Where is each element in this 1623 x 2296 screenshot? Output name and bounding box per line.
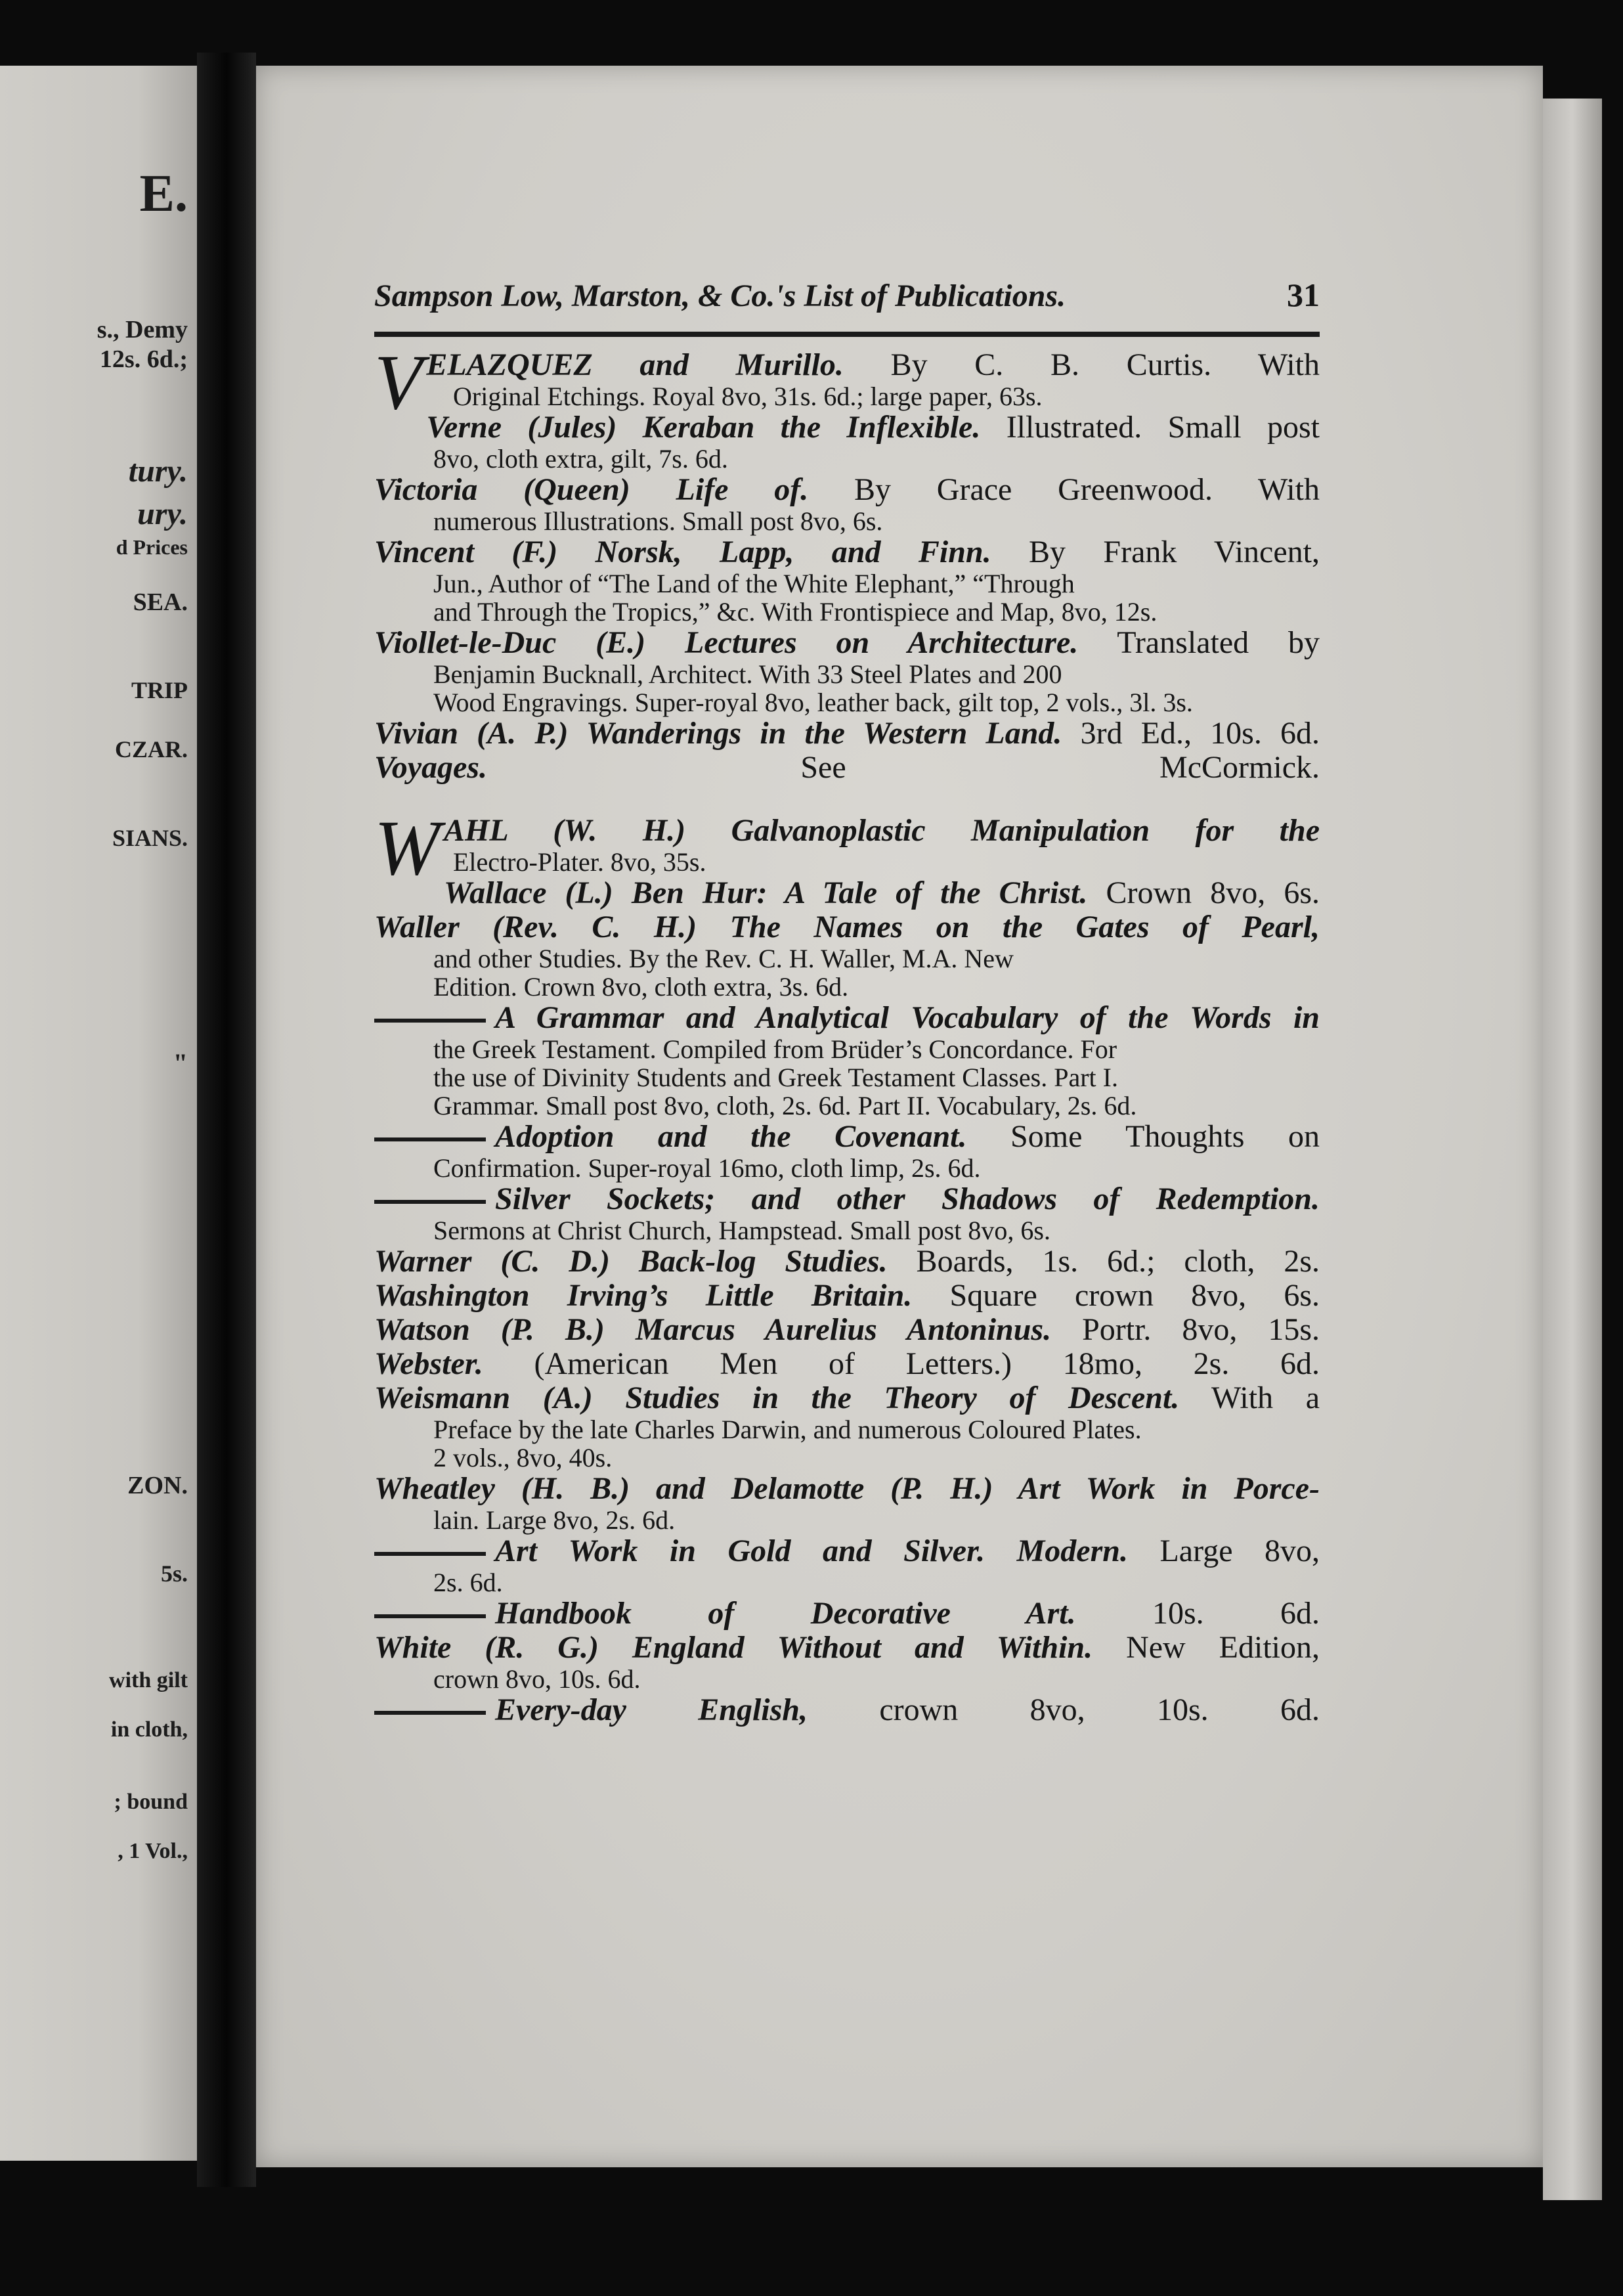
entry-title: Art Work in Gold and Silver. Modern. (495, 1534, 1128, 1568)
entry-heading (374, 626, 1320, 660)
catalog-entry (374, 1182, 1320, 1245)
entry-title: Wallace (L.) Ben Hur: A Tale of the Christ. (443, 875, 1088, 910)
entry-heading (374, 910, 1320, 944)
entry-title: Viollet-le-Duc (E.) Lectures on Architecture. (374, 625, 1079, 660)
ditto-dash (374, 1137, 486, 1141)
entry-continuation: Confirmation. Super-royal 16mo, cloth limp, 2s. 6d. (433, 1153, 981, 1183)
entry-continuation: Electro-Plater. 8vo, 35s. (453, 847, 706, 877)
entry-heading (374, 1313, 1320, 1347)
ditto-dash (374, 1552, 486, 1556)
entry-detail: (American Men of Letters.) 18mo, 2s. 6d. (483, 1346, 1320, 1381)
facing-page-text: ; bound (114, 1790, 188, 1814)
entry-detail: Crown 8vo, 6s. (1087, 875, 1320, 910)
entry-continuation: Wood Engravings. Super-royal 8vo, leather back, gilt top, 2 vols., 3l. 3s. (433, 688, 1193, 717)
entry-continuation: and Through the Tropics,” &c. With Frontispiece and Map, 8vo, 12s. (433, 597, 1158, 627)
entry-heading (374, 717, 1320, 751)
entry-heading (374, 535, 1320, 569)
drop-cap: V (374, 338, 423, 426)
entry-heading (374, 1279, 1320, 1313)
facing-page-text: tury. (128, 454, 188, 489)
entry-title: Handbook of Decorative Art. (495, 1596, 1076, 1631)
entry-detail: By Grace Greenwood. With (808, 472, 1320, 507)
catalog-entry (374, 1597, 1320, 1631)
entry-heading (374, 473, 1320, 507)
entry-heading (374, 410, 1320, 445)
entry-title: Voyages. (374, 750, 487, 785)
catalog-entry (374, 1472, 1320, 1534)
facing-page-text: d Prices (116, 535, 188, 559)
entry-continuation: numerous Illustrations. Small post 8vo, 6s. (433, 506, 883, 536)
page-edge (1543, 99, 1602, 2200)
entry-title: AHL (W. H.) Galvanoplastic Manipulation for the (443, 813, 1320, 848)
catalog-entry (374, 1631, 1320, 1693)
catalog-entry (374, 1534, 1320, 1597)
entry-heading (374, 1120, 1320, 1154)
entry-continuation: lain. Large 8vo, 2s. 6d. (433, 1505, 676, 1535)
catalog-entry (374, 1693, 1320, 1727)
entry-detail: Boards, 1s. 6d.; cloth, 2s. (887, 1244, 1320, 1279)
entry-detail: Illustrated. Small post (980, 410, 1320, 445)
header-rule (374, 332, 1320, 337)
entry-detail: See McCormick. (487, 750, 1320, 785)
entry-heading (374, 1472, 1320, 1506)
entry-heading (374, 348, 1320, 382)
entry-continuation: Sermons at Christ Church, Hampstead. Small post 8vo, 6s. (433, 1216, 1050, 1245)
catalog-entry (374, 1313, 1320, 1347)
entry-title: Adoption and the Covenant. (495, 1119, 967, 1154)
entry-detail: 3rd Ed., 10s. 6d. (1062, 716, 1320, 751)
entry-title: Verne (Jules) Keraban the Inflexible. (426, 410, 981, 445)
entry-heading (374, 1001, 1320, 1035)
entry-heading (374, 1347, 1320, 1381)
entry-detail: By C. B. Curtis. With (843, 347, 1320, 382)
entry-title: Victoria (Queen) Life of. (374, 472, 809, 507)
entry-continuation: the use of Divinity Students and Greek Testament Classes. Part I. (433, 1063, 1118, 1092)
catalog-entry (374, 473, 1320, 535)
facing-page-text: 12s. 6d.; (99, 345, 188, 373)
facing-page-text: in cloth, (110, 1717, 188, 1742)
catalog-entry (374, 1245, 1320, 1279)
catalog-entry (374, 751, 1320, 785)
catalog-entry (374, 535, 1320, 626)
entry-title: Wheatley (H. B.) and Delamotte (P. H.) Art Work in Porce- (374, 1471, 1320, 1506)
entry-heading (374, 1245, 1320, 1279)
entry-title: Vincent (F.) Norsk, Lapp, and Finn. (374, 535, 991, 569)
catalog-entry (374, 626, 1320, 717)
entry-continuation: Grammar. Small post 8vo, cloth, 2s. 6d. Part II. Vocabulary, 2s. 6d. (433, 1091, 1137, 1120)
facing-page-text: , 1 Vol., (118, 1839, 188, 1863)
entry-detail: Large 8vo, (1127, 1534, 1320, 1568)
running-head (374, 276, 1320, 314)
entry-continuation: Jun., Author of “The Land of the White Elephant,” “Through (433, 569, 1075, 598)
drop-cap: W (374, 804, 440, 891)
entry-heading (374, 876, 1320, 910)
entry-continuation: 2 vols., 8vo, 40s. (433, 1443, 613, 1472)
entry-heading (374, 1534, 1320, 1568)
ditto-dash (374, 1200, 486, 1204)
entry-title: Warner (C. D.) Back-log Studies. (374, 1244, 888, 1279)
entry-continuation: 8vo, cloth extra, gilt, 7s. 6d. (433, 444, 728, 474)
section-v (374, 338, 1320, 785)
entry-heading (374, 751, 1320, 785)
entry-continuation: the Greek Testament. Compiled from Brüder’s Concordance. For (433, 1034, 1117, 1064)
entry-detail: With a (1179, 1380, 1320, 1415)
entry-heading (374, 1597, 1320, 1631)
entry-heading (374, 1693, 1320, 1727)
entry-heading (374, 1631, 1320, 1665)
facing-page-text: CZAR. (114, 736, 188, 762)
entry-title: Weismann (A.) Studies in the Theory of Descent. (374, 1380, 1180, 1415)
catalog-entry (374, 1347, 1320, 1381)
entry-detail: Translated by (1078, 625, 1320, 660)
section-w (374, 804, 1320, 1727)
entry-title: A Grammar and Analytical Vocabulary of the Words in (495, 1000, 1320, 1035)
facing-page (0, 66, 197, 2161)
entry-title: Washington Irving’s Little Britain. (374, 1278, 913, 1313)
facing-page-text: with gilt (109, 1668, 188, 1692)
facing-page-text: SIANS. (112, 825, 188, 851)
catalog-entry (374, 1381, 1320, 1472)
facing-page-text: TRIP (131, 677, 188, 703)
entry-continuation: Preface by the late Charles Darwin, and numerous Coloured Plates. (433, 1415, 1142, 1444)
entry-detail: Portr. 8vo, 15s. (1051, 1312, 1320, 1347)
catalog-entry (374, 410, 1320, 473)
catalog-entry (374, 717, 1320, 751)
entry-continuation: Edition. Crown 8vo, cloth extra, 3s. 6d. (433, 972, 849, 1002)
entry-title: Silver Sockets; and other Shadows of Redemption. (495, 1181, 1320, 1216)
book-page (256, 66, 1543, 2167)
entry-detail: New Edition, (1093, 1630, 1320, 1665)
entry-detail: 10s. 6d. (1075, 1596, 1320, 1631)
facing-page-text: ZON. (127, 1472, 188, 1499)
catalog-entry (374, 910, 1320, 1001)
entry-continuation: Benjamin Bucknall, Architect. With 33 Steel Plates and 200 (433, 659, 1062, 689)
catalog-entry (374, 1279, 1320, 1313)
entry-detail: Square crown 8vo, 6s. (912, 1278, 1320, 1313)
ditto-dash (374, 1019, 486, 1023)
catalog-entry (374, 804, 1320, 891)
running-title: Sampson Low, Marston, & Co.'s List of Publications. (374, 278, 1066, 313)
facing-page-text: ury. (137, 497, 188, 531)
entry-title: White (R. G.) England Without and Within. (374, 1630, 1093, 1665)
entry-continuation: 2s. 6d. (433, 1568, 503, 1597)
entry-detail: By Frank Vincent, (991, 535, 1320, 569)
ditto-dash (374, 1614, 486, 1618)
catalog-entry (374, 876, 1320, 910)
ditto-dash (374, 1711, 486, 1715)
entry-detail: crown 8vo, 10s. 6d. (808, 1692, 1320, 1727)
catalog-entry (374, 338, 1320, 426)
entry-heading (374, 1182, 1320, 1216)
entry-heading (374, 1381, 1320, 1415)
entry-title: Webster. (374, 1346, 483, 1381)
entry-continuation: crown 8vo, 10s. 6d. (433, 1664, 641, 1694)
entry-continuation: and other Studies. By the Rev. C. H. Waller, M.A. New (433, 944, 1014, 973)
facing-page-text: " (173, 1048, 188, 1078)
entry-title: Waller (Rev. C. H.) The Names on the Gates of Pearl, (374, 910, 1320, 944)
facing-page-text: SEA. (133, 588, 188, 616)
entry-title: Every-day English, (495, 1692, 808, 1727)
entry-title: Watson (P. B.) Marcus Aurelius Antoninus. (374, 1312, 1052, 1347)
page-number: 31 (1287, 276, 1320, 313)
entry-detail: Some Thoughts on (966, 1119, 1320, 1154)
catalog-entry (374, 1120, 1320, 1182)
entry-title: ELAZQUEZ and Murillo. (426, 347, 844, 382)
facing-page-text: 5s. (160, 1560, 188, 1587)
entry-continuation: Original Etchings. Royal 8vo, 31s. 6d.; large paper, 63s. (453, 382, 1043, 411)
facing-page-text: s., Demy (97, 316, 188, 343)
publication-list (374, 338, 1320, 1727)
catalog-entry (374, 1001, 1320, 1120)
entry-title: Vivian (A. P.) Wanderings in the Western Land. (374, 716, 1062, 751)
facing-page-text: E. (139, 165, 188, 223)
book-gutter (197, 53, 256, 2187)
entry-heading (374, 814, 1320, 848)
